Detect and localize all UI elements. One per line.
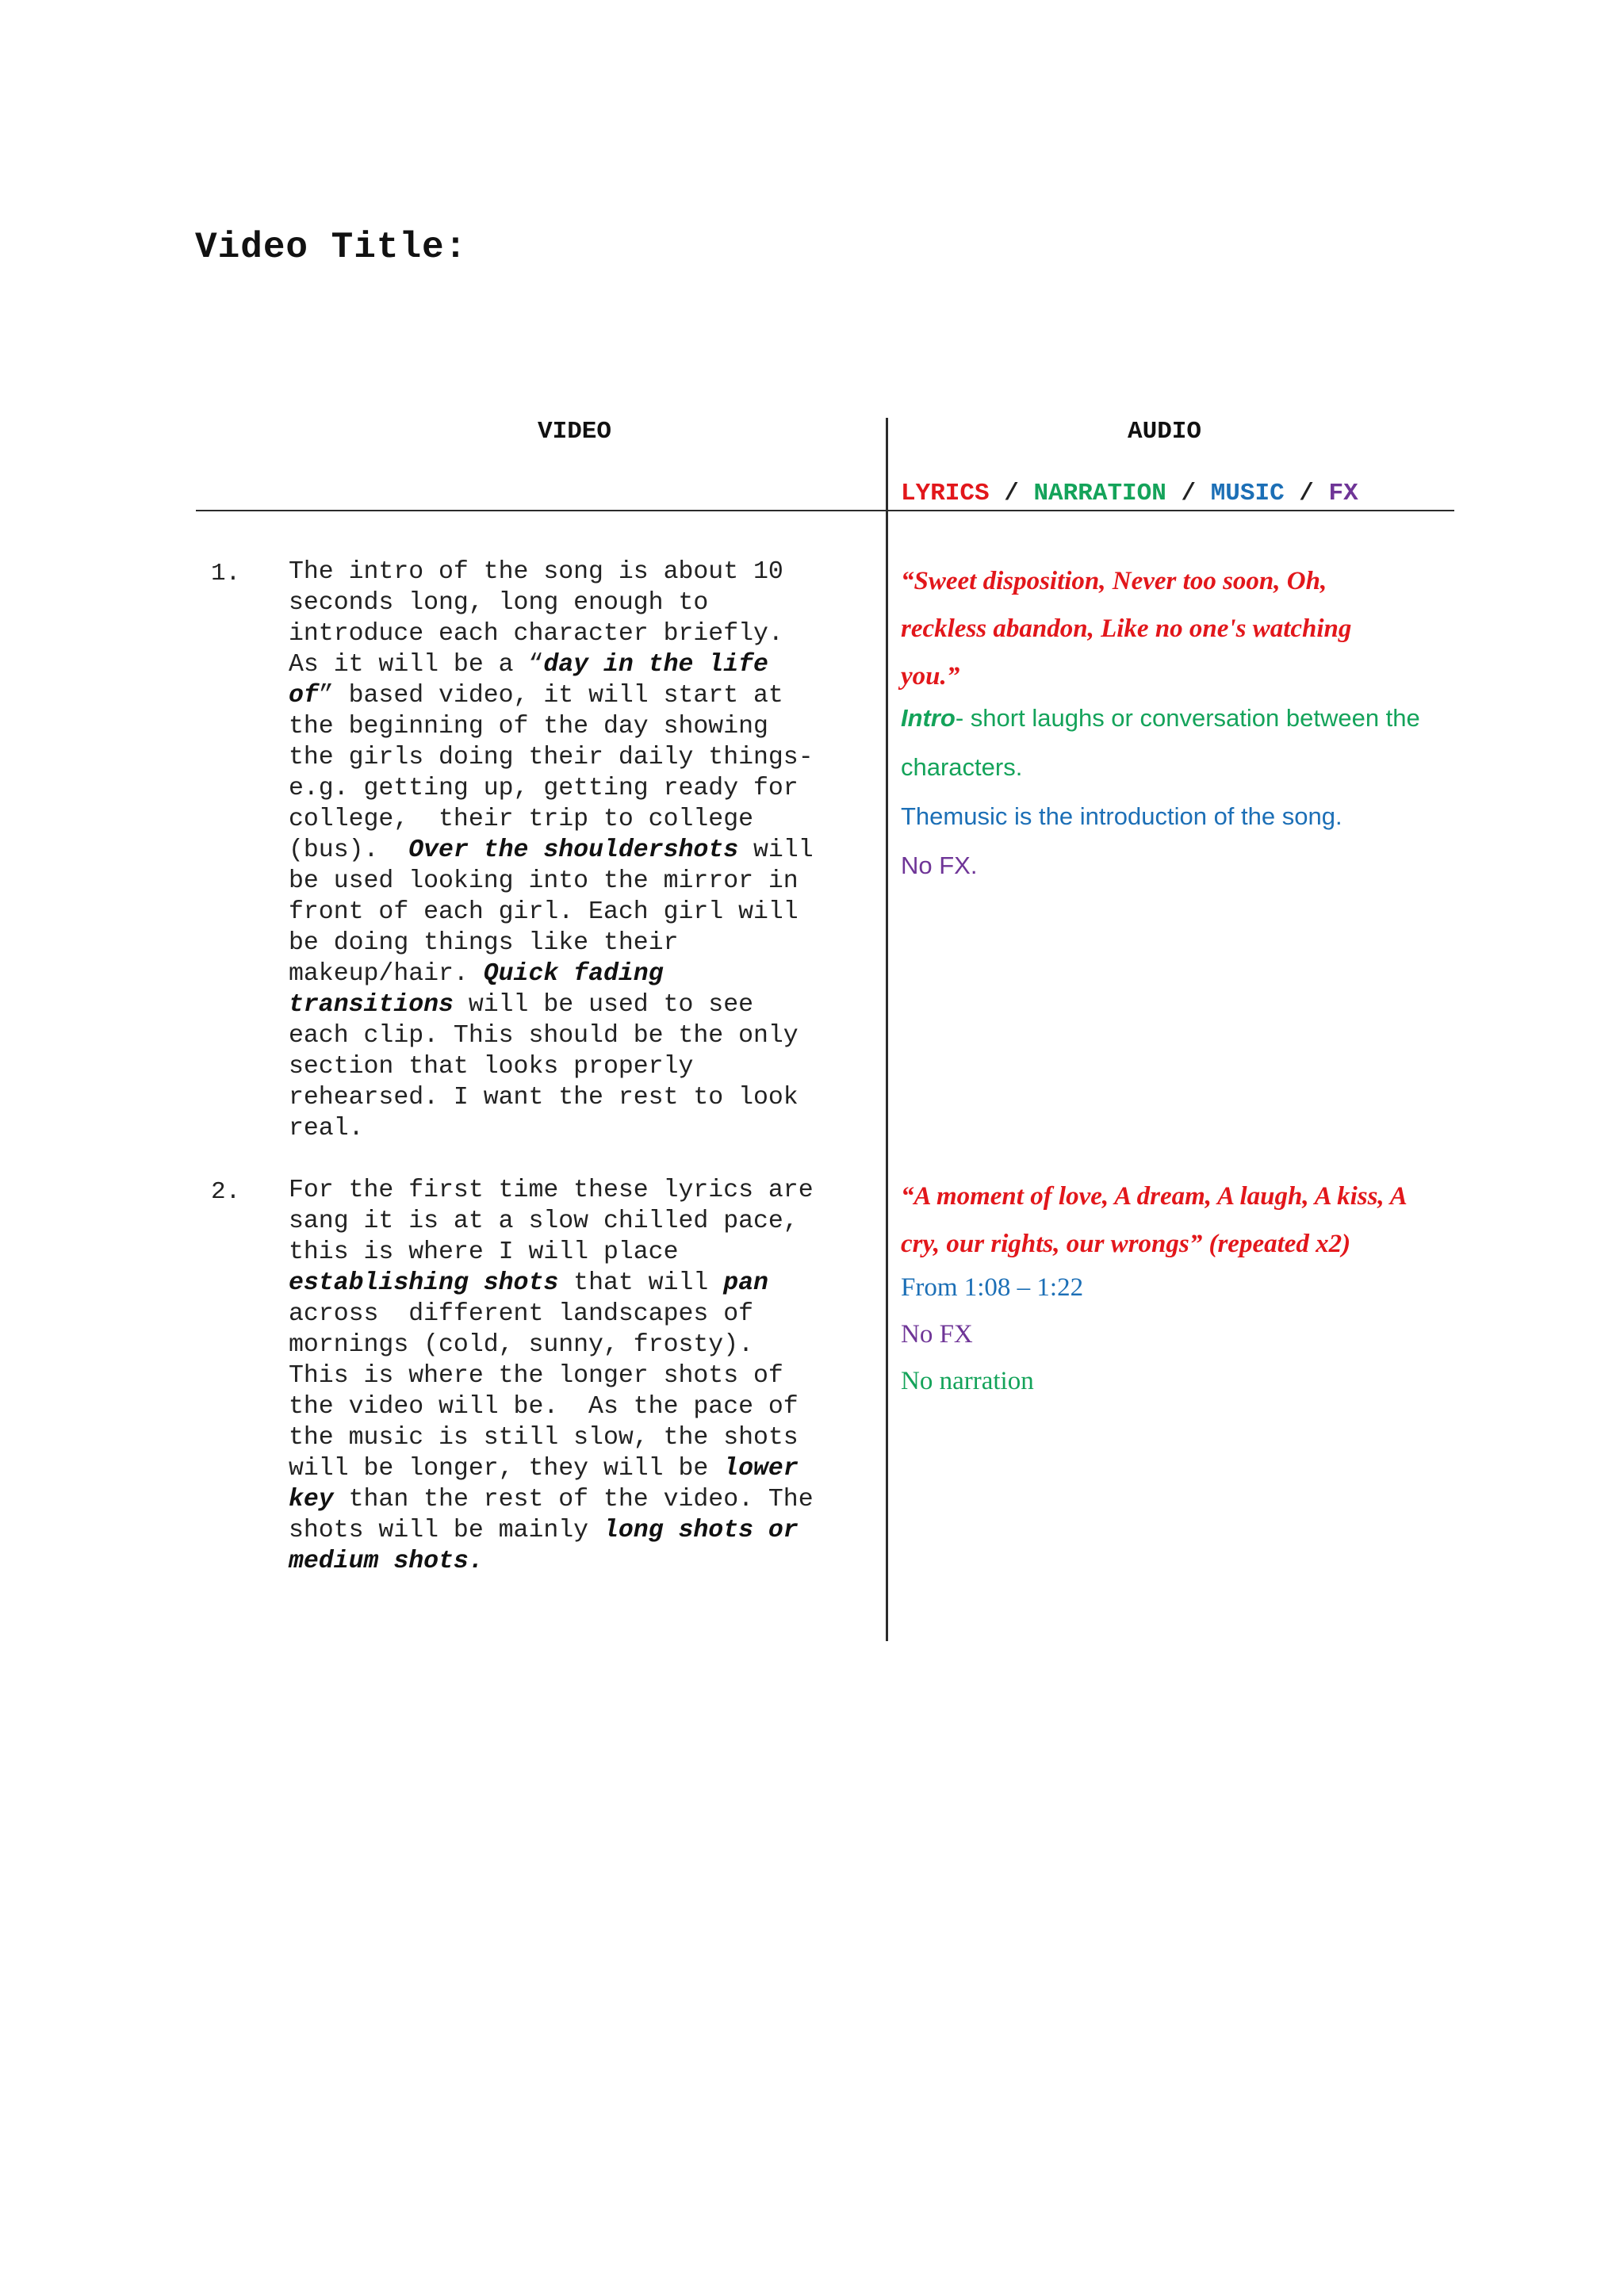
row-number: 1. [211,560,241,587]
video-description: For the first time these lyrics are sang it is at a slow chilled pace, this is where I will place establishing shots that will pan across different landscapes of mornings (cold, sunny, frosty). This is where the longer shots of the video will be. As the pace of the music is still slow, the shots will be longer, they will be lower key than the rest of the video. The shots will be mainly long shots or medium shots. [289,1177,814,1575]
emphasis-term: long shots or [603,1517,799,1544]
video-column-header: VIDEO [538,418,612,446]
legend-lyrics: LYRICS [901,480,990,507]
music-note: Themusic is the introduction of the song. [901,802,1342,830]
emphasis-term: pan [723,1269,768,1297]
legend-separator: / [989,480,1034,507]
fx-note: No FX [901,1320,973,1349]
emphasis-term: key [289,1486,334,1513]
narration-note: No narration [901,1367,1034,1395]
emphasis-term: Over the shouldershots [408,836,739,864]
narration-line [901,704,1420,733]
audio-column-header: AUDIO [1128,418,1202,446]
emphasis-term: of [289,682,319,710]
legend-narration: NARRATION [1033,480,1166,507]
music-note: From 1:08 – 1:22 [901,1273,1084,1302]
column-divider [886,418,888,1641]
emphasis-term: lower [723,1455,799,1483]
emphasis-term: transitions [289,991,454,1019]
legend-separator: / [1166,480,1211,507]
legend-fx: FX [1328,480,1358,507]
emphasis-term: day in the life [543,651,768,679]
narration-text: - short laughs or conversation between the [955,704,1420,732]
header-rule [196,510,1454,511]
emphasis-term: establishing shots [289,1269,559,1297]
page-title: Video Title: [195,227,468,268]
emphasis-term: medium shots. [289,1548,484,1575]
row-number: 2. [211,1178,241,1206]
legend-separator: / [1284,480,1329,507]
narration-label: Intro [901,704,956,732]
video-description: The intro of the song is about 10 seconds long, long enough to introduce each character briefly. As it will be a “day in the life of” based video, it will start at the beginning of the day showing the girls doing their daily things- e.g. getting up, getting ready for college, their trip to college (bus). Over the shouldershots will be used looking into the mirror in front of each girl. Each girl will be doing things like their makeup/hair. Quick fading transitions will be used to see each clip. This should be the only section that looks properly rehearsed. I want the rest to look real. [289,558,814,1142]
lyrics-text: “Sweet disposition, Never too soon, Oh, reckless abandon, Like no one's watching you.” [901,567,1352,691]
audio-legend [901,480,1358,507]
fx-note: No FX. [901,851,978,879]
legend-music: MUSIC [1210,480,1285,507]
lyrics-text: “A moment of love, A dream, A laugh, A kiss, A cry, our rights, our wrongs” (repeated x2) [901,1182,1408,1258]
emphasis-term: Quick fading [483,960,664,988]
narration-text-cont: characters. [901,753,1023,781]
